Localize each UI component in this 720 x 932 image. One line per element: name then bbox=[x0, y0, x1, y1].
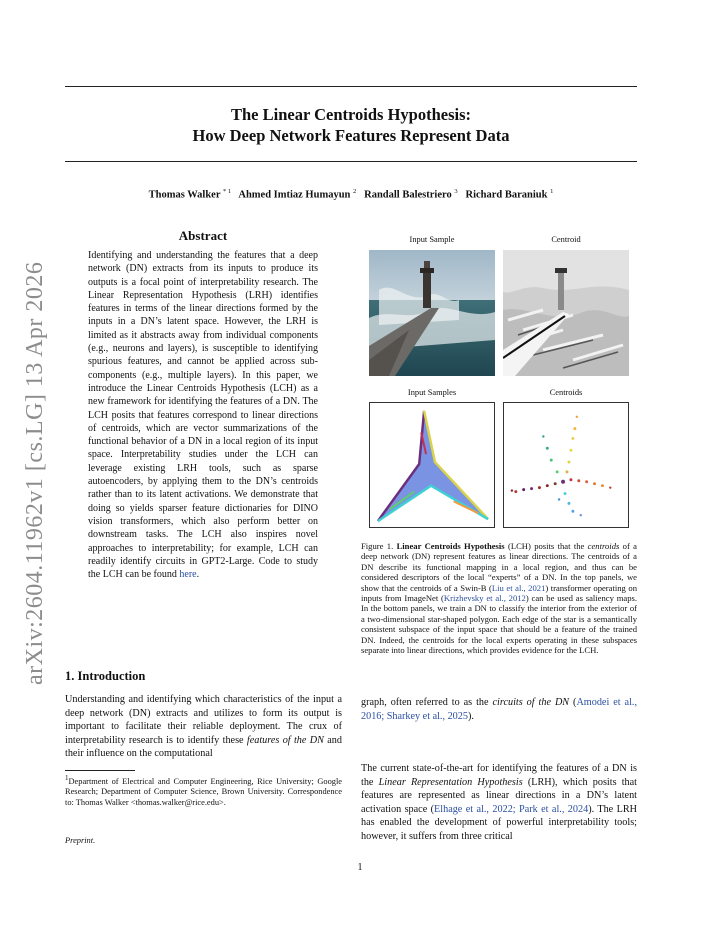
author-affiliation: 2 bbox=[353, 188, 357, 195]
panel-label-centroid: Centroid bbox=[551, 235, 581, 244]
author-affiliation: 1 bbox=[550, 188, 554, 195]
figure-caption bbox=[361, 541, 637, 655]
author-name: Randall Balestriero bbox=[364, 189, 452, 201]
abstract-body bbox=[88, 249, 318, 581]
introduction-paragraph bbox=[65, 693, 342, 761]
caption-text: (LCH) posits that the bbox=[504, 541, 588, 551]
intro-text: and their influence on the computational bbox=[65, 734, 342, 760]
centroid-saliency-image bbox=[503, 250, 629, 376]
author-name: Ahmed Imtiaz Humayun bbox=[238, 189, 351, 201]
caption-text: of a deep network (DN) represent features as linear directions. The centroids of a DN describe its functional mapping in a local region, and thus can be considered descriptors of the local “experts” of a DN. In the top panels, we show that the centroids of a Swin-B ( bbox=[361, 541, 637, 593]
title-bottom-rule bbox=[65, 161, 637, 162]
paper-title-line-1: The Linear Centroids Hypothesis: bbox=[230, 105, 472, 124]
abstract-text: Identifying and understanding the features that a deep network (DN) extracts from its inputs to produce its outputs is a focal point of interpretability research. The Linear Representation Hypothesis (LRH) identifies features in terms of the linear directions formed by the inputs in a DN’s latent space. However, the LRH is limited as it abstracts away from individual components (e.g., neurons and layers), is susceptible to identifying spurious features, and cannot be applied across sub-components (e.g., multiple layers). In this paper, we introduce the Linear Centroids Hypothesis (LCH) as a new framework for identifying the features of a DN. The LCH posits that features correspond to linear directions of centroids, which are vector summarizations of the functional behavior of a DN in a local region of its input space. Interpretability studies under the LCH can leverage existing LRH tools, such as sparse autoencoders, by applying them to the DN’s centroids rather than to its latent activations. We demonstrate that doing so yields sparser feature dictionaries for DINO vision transformers, which also perform better on downstream tasks. The LCH also inspires novel approaches to interpretability; for example, LCH can readily identify circuits in GPT2-Large. Code to study the LCH can be found bbox=[88, 250, 318, 581]
author-name: Thomas Walker bbox=[148, 189, 221, 201]
preprint-label: Preprint. bbox=[65, 836, 96, 845]
author-list bbox=[65, 188, 637, 201]
arxiv-identifier-stamp bbox=[10, 260, 54, 690]
author-affiliation: 3 bbox=[454, 188, 458, 195]
right-column-paragraph-2 bbox=[361, 762, 637, 844]
affiliation-footnote: $^1$Department of Electrical and Computer Engineering, Rice University; Google Research; Department of Computer Science, Brown University. Correspondence to: Thomas Walker <thomas.walker@rice.edu>. bbox=[65, 774, 342, 807]
author-name: Richard Baraniuk bbox=[465, 189, 548, 201]
centroids-scatter-plot bbox=[503, 402, 629, 528]
panel-label-centroids: Centroids bbox=[549, 388, 583, 397]
citation-link[interactable]: Elhage et al., 2022; Park et al., 2024 bbox=[434, 803, 589, 815]
paragraph-text: ). The LRH has enabled the development of powerful interpretability tools; however, it suffers from three critical bbox=[361, 803, 638, 842]
caption-bold: Linear Centroids Hypothesis bbox=[396, 541, 505, 551]
arxiv-identifier: arXiv:2604.11962v1 [cs.LG] 13 Apr 2026 bbox=[22, 261, 48, 685]
abstract-heading: Abstract bbox=[178, 228, 228, 243]
paragraph-text: ). bbox=[467, 710, 474, 722]
paragraph-text: ( bbox=[569, 697, 577, 708]
paragraph-text: The current state-of-the-art for identifying the features of a DN is the bbox=[361, 763, 637, 788]
panel-label-input-samples: Input Samples bbox=[407, 388, 457, 397]
citation-link[interactable]: Liu et al., 2021 bbox=[491, 582, 546, 593]
section-heading-introduction: 1. Introduction bbox=[65, 669, 146, 683]
page-number: 1 bbox=[357, 862, 363, 873]
citation-link[interactable]: Krizhevsky et al., 2012 bbox=[443, 593, 526, 604]
right-column-paragraph-1 bbox=[361, 696, 637, 723]
intro-text: Understanding and identifying which characteristics of the input a deep network (DN) extracts and utilizes to form its output is important to facilitate their reliable deployment. The crux of interpretability research is to identify these bbox=[65, 694, 342, 746]
paragraph-text: graph, often referred to as the bbox=[361, 697, 493, 708]
paragraph-emphasis: circuits of the DN bbox=[492, 697, 570, 708]
footnote-rule bbox=[65, 770, 135, 771]
lighthouse-photo-image bbox=[369, 250, 495, 376]
caption-prefix: Figure 1. bbox=[361, 541, 394, 551]
paragraph-text: (LRH), which posits that features are represented as linear directions in a DN’s latent activation space ( bbox=[361, 776, 637, 815]
centroid-points bbox=[511, 416, 612, 517]
author-affiliation: * 1 bbox=[222, 188, 232, 195]
caption-text: ) transformer operating on inputs from ImageNet ( bbox=[361, 582, 637, 604]
paragraph-emphasis: Linear Representation Hypothesis bbox=[378, 776, 523, 788]
caption-text: ) can be used as saliency maps. In the bottom panels, we train a DN to classify the interior from the exterior of a two-dimensional star-shaped polygon. Each edge of the star is a semantically consistent subspace of the input space that should be a feature of the trained DN. Indeed, the centroids for the local experts operating in these subspaces separate into linear directions, which provides evidence for the LCH. bbox=[361, 593, 637, 656]
panel-label-input-sample: Input Sample bbox=[409, 235, 455, 244]
caption-emphasis: centroids bbox=[587, 541, 620, 551]
paper-title-line-2: How Deep Network Features Represent Data bbox=[192, 126, 510, 145]
footnote-text: Department of Electrical and Computer Engineering, Rice University; Google Research; Department of Computer Science, Brown University. Correspondence to: Thomas Walker <thomas.walker@rice.edu>. bbox=[65, 776, 342, 807]
top-rule bbox=[65, 86, 637, 87]
abstract-end: . bbox=[196, 569, 200, 581]
citation-link[interactable]: Amodei et al., 2016; Sharkey et al., 2025 bbox=[361, 697, 637, 722]
intro-emphasis: features of the DN bbox=[246, 734, 324, 746]
code-link[interactable]: here bbox=[179, 569, 197, 581]
star-input-samples-plot bbox=[369, 402, 495, 528]
